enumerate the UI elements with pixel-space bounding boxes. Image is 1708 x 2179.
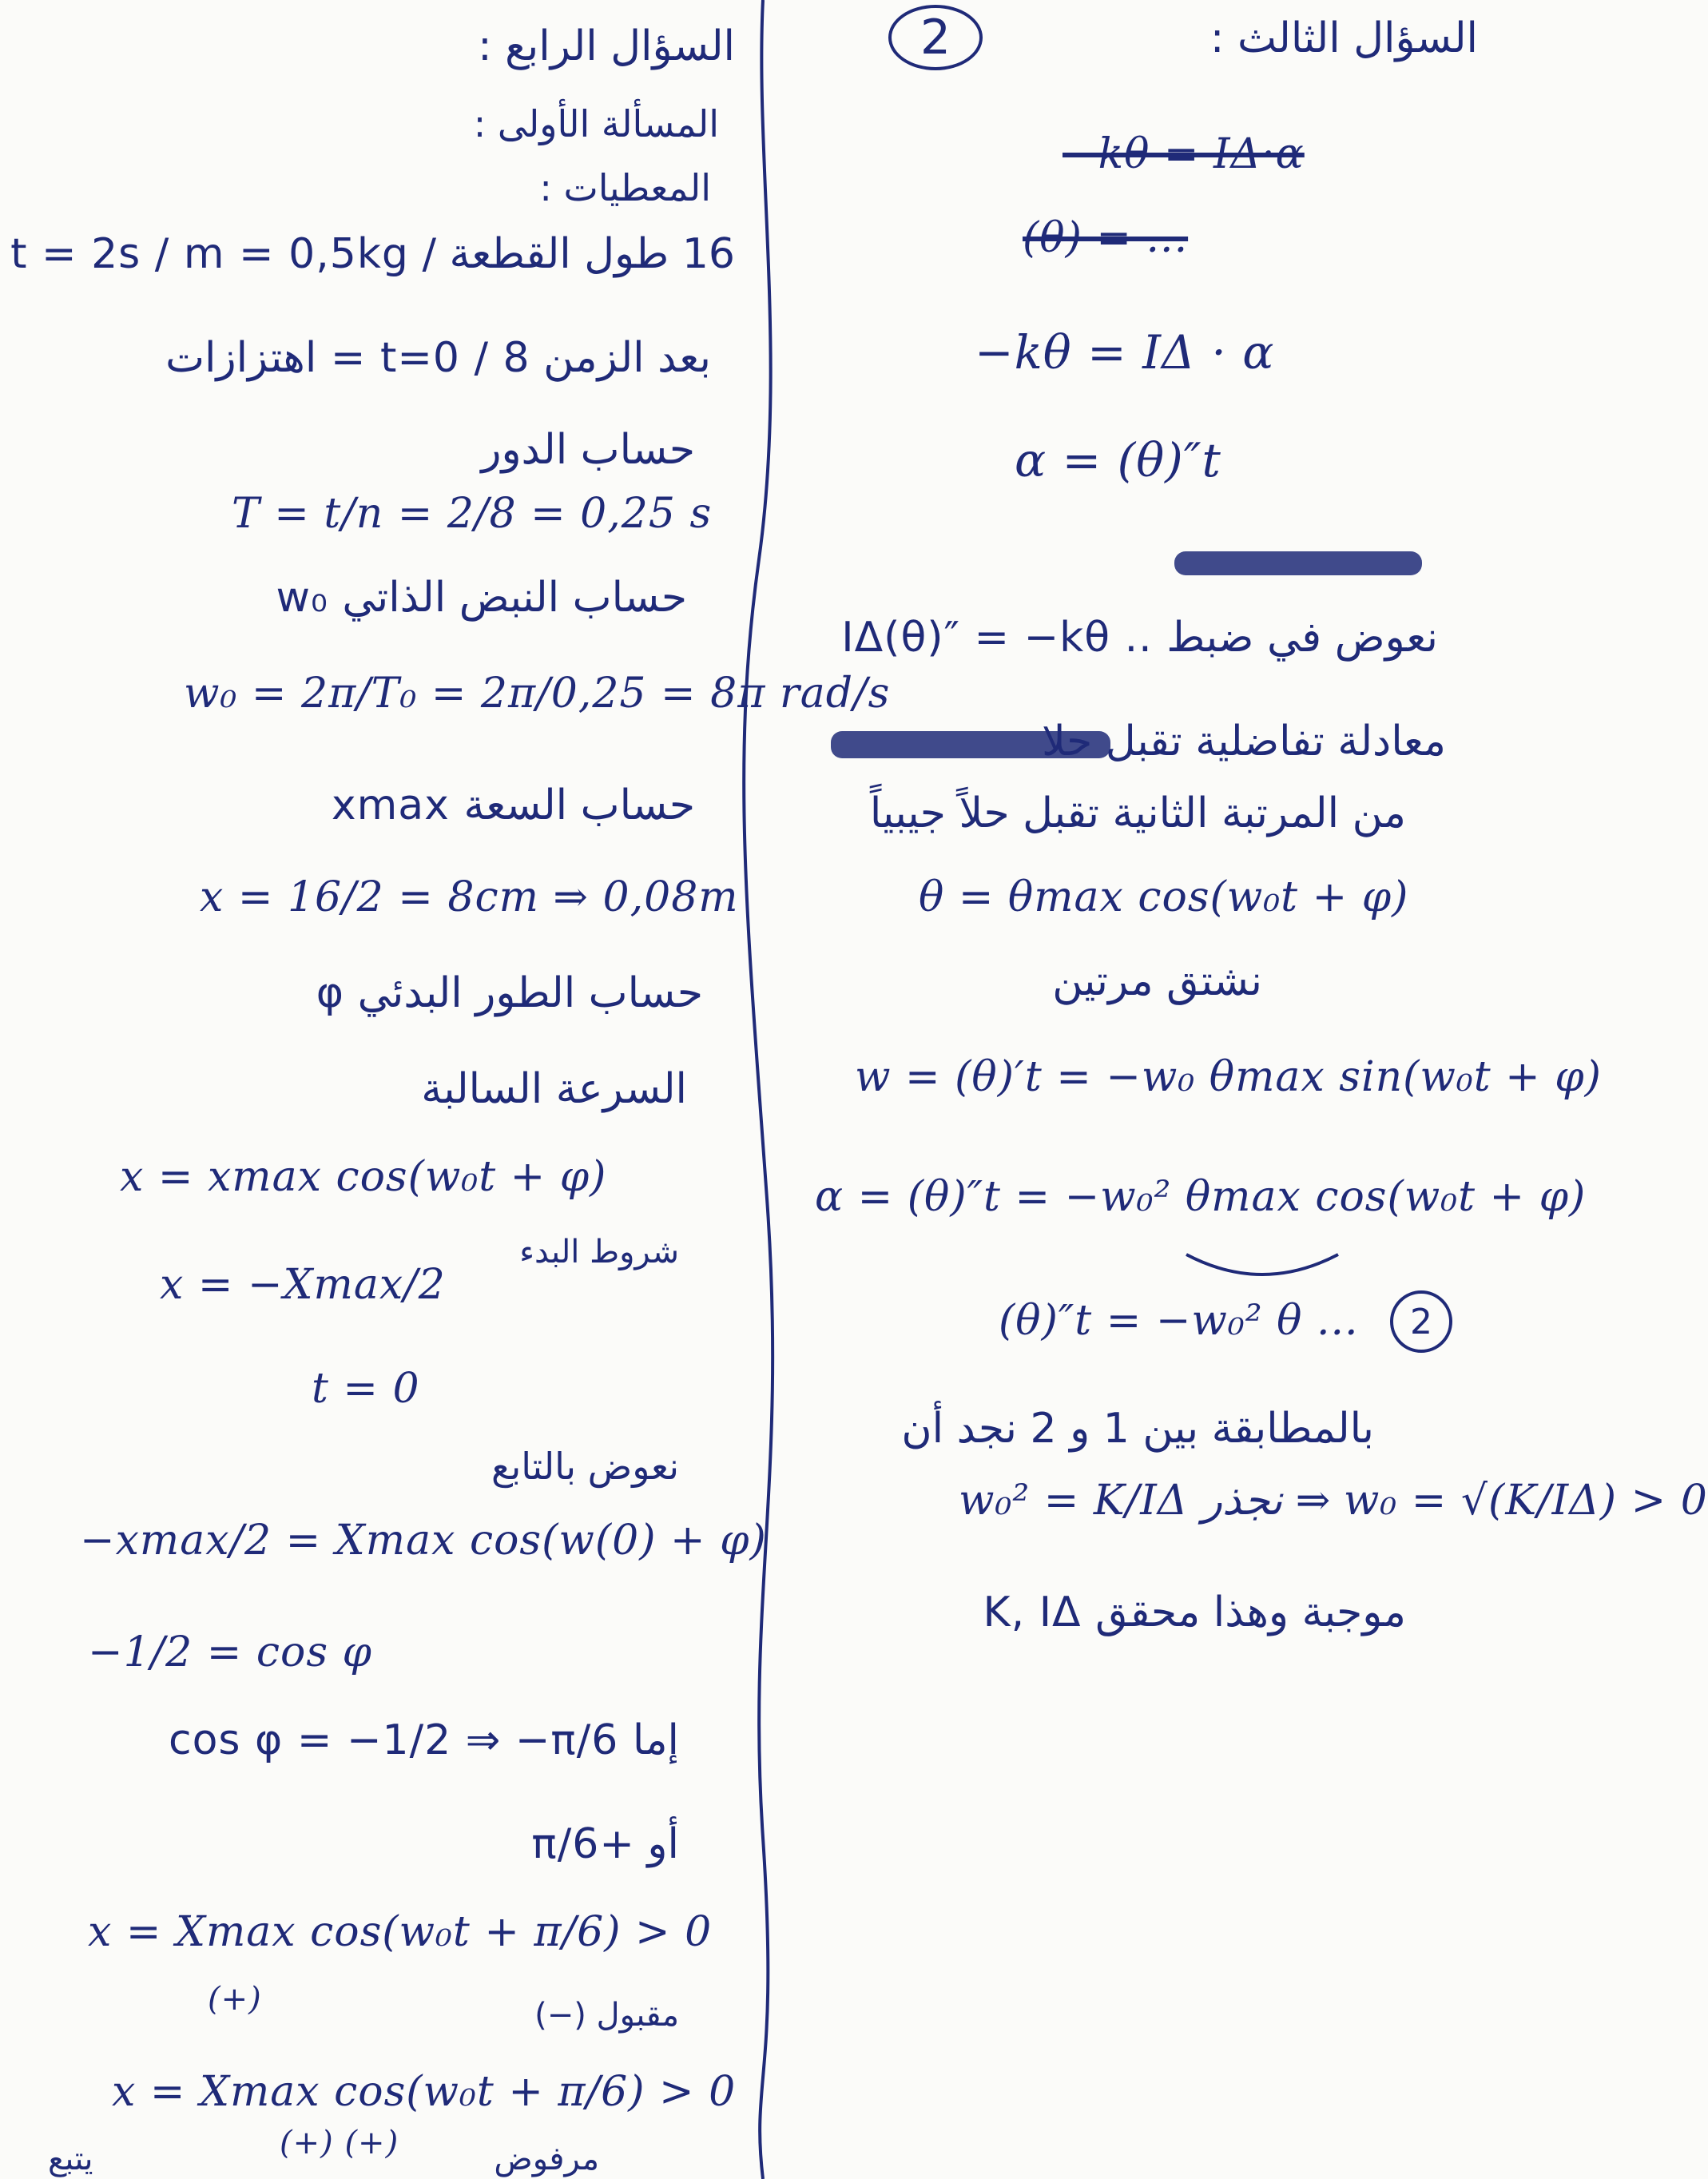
w0-title: w₀ حساب النبض الذاتي — [276, 574, 687, 622]
case1-equation: x = Xmax cos(w₀t + π/6) > 0 — [88, 1908, 713, 1956]
q3-title: السؤال الثالث : — [1210, 14, 1478, 62]
equation-4-number — [1390, 1290, 1452, 1353]
continued-label: يتبع — [48, 2141, 93, 2177]
substitute-text: نعوض بالتابع — [491, 1445, 679, 1488]
description-1: معادلة تفاضلية تقبل حلا — [1042, 718, 1446, 765]
crossed-equation-1: −kθ = IΔ·α — [1063, 130, 1305, 178]
period-title: حساب الدور — [481, 426, 695, 474]
x-equation: x = xmax cos(w₀t + φ) — [120, 1153, 607, 1201]
negative-speed: السرعة السالبة — [421, 1065, 687, 1113]
cos-result: cos φ = −1/2 ⇒ −π/6 إما — [168, 1716, 679, 1764]
amplitude-equation: x = 16/2 = 8cm ⇒ 0,08m — [200, 873, 739, 921]
problem1-title: المسألة الأولى : — [473, 102, 719, 145]
scribbled-out-text — [1174, 551, 1422, 575]
period-equation: T = t/n = 2/8 = 0,25 s — [232, 490, 713, 538]
phase-title: حساب الطور البدئي φ — [316, 969, 703, 1017]
equation-2: α = (θ)″t — [1015, 433, 1221, 487]
or-plus: أو +π/6 — [531, 1820, 679, 1868]
case2-equation: x = Xmax cos(w₀t + π/6) > 0 — [112, 2068, 737, 2116]
comparison-text: بالمطابقة بين 1 و 2 نجد أن — [901, 1405, 1374, 1453]
amplitude-title: xmax حساب السعة — [331, 781, 695, 829]
case1-signs: (+) — [208, 1981, 262, 2018]
equation-4-number-text: 2 — [1410, 1301, 1432, 1342]
derive-twice: نشتق مرتين — [1052, 957, 1262, 1005]
omega-equation: w = (θ)′t = −w₀ θmax sin(w₀t + φ) — [855, 1053, 1602, 1101]
x0-value: x = −Xmax/2 — [160, 1261, 446, 1309]
solution-equation: θ = θmax cos(w₀t + φ) — [919, 873, 1409, 921]
alpha-equation: α = (θ)″t = −w₀² θmax cos(w₀t + φ) — [815, 1173, 1587, 1221]
equation-1: −kθ = IΔ · α — [975, 325, 1275, 380]
t0-value: t = 0 — [312, 1365, 420, 1413]
initial-conditions: شروط البدء — [519, 1234, 679, 1270]
accepted-label: مقبول (−) — [534, 1997, 679, 2034]
givens-title: المعطيات : — [539, 166, 711, 209]
equation-4: (θ)″t = −w₀² θ ... — [999, 1297, 1359, 1345]
givens-line-2: بعد الزمن t=0 / 8 = اهتزازات — [165, 334, 711, 382]
positive-check: K, IΔ موجبة وهذا محقق — [983, 1589, 1406, 1636]
page-number — [888, 5, 983, 70]
w0-equation: w₀ = 2π/T₀ = 2π/0,25 = 8π rad/s — [184, 670, 891, 718]
rejected-label: مرفوض — [494, 2141, 599, 2177]
underline-brace — [1182, 1247, 1342, 1286]
cos-equation: −1/2 = cos φ — [88, 1628, 372, 1676]
crossed-equation-2: (θ) = ... — [1023, 214, 1189, 262]
description-2: من المرتبة الثانية تقبل حلاً جيبياً — [869, 789, 1406, 837]
equation-3: IΔ(θ)″ = −kθ .. نعوض في ضبط — [841, 614, 1438, 662]
givens-line-1: 16 طول القطعة / t = 2s / m = 0,5kg — [10, 230, 735, 278]
page-number-text: 2 — [920, 10, 951, 66]
q4-title: السؤال الرابع : — [478, 22, 735, 70]
case2-signs: (+) (+) — [280, 2125, 399, 2161]
substitution-equation: −xmax/2 = Xmax cos(w(0) + φ) — [80, 1517, 767, 1565]
w0-squared-equation: w₀² = K/IΔ نجذر ⇒ w₀ = √(K/IΔ) > 0 — [959, 1477, 1708, 1525]
